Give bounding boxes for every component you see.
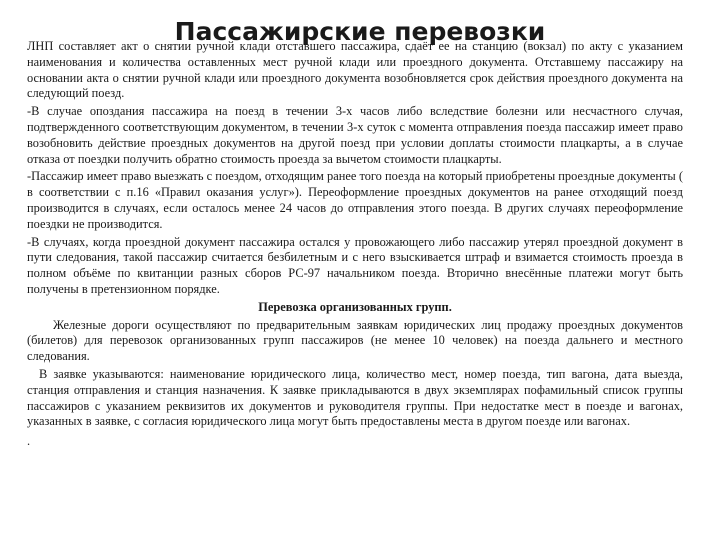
paragraph-lost-luggage: ЛНП составляет акт о снятии ручной клади отставшего пассажира, сдаёт ее на станцию (вокзал) по акту с указанием наименования и количества оставленных мест ручной клади или проездного документа. Отставшему пассажиру на основании акта о снятии ручной клади или проездного документа возобновляется срок действия проездного документа на следующий поезд.: [27, 39, 683, 101]
document-body: [27, 39, 683, 452]
paragraph-lost-ticket: -В случаях, когда проездной документ пассажира остался у провожающего либо пассажир утерял проездной документ в пути следования, такой пассажир считается безбилетным и с него взыскивается штраф и взимается стоимость проезда в полном объёме по квитанции разных сборов РС-97 начальником поезда. Вторично внесённые платежи могут быть получены в претензионном порядке.: [27, 234, 683, 296]
paragraph-earlier-train: -Пассажир имеет право выезжать с поездом, отходящим ранее того поезда на который приобретены проездные документы ( в соответствии с п.16 «Правил оказания услуг»). Переоформление проездных документов на ранее отходящий поезд производится в случаях, если осталось менее 24 часов до отправления этого поезда. В других случаях переоформление поездки не производится.: [27, 169, 683, 231]
paragraph-late-passenger: -В случае опоздания пассажира на поезд в течении 3-х часов либо вследствие болезни или несчастного случая, подтвержденного соответствующим документом, в течении 3-х суток с момента отправления поезда пассажир имеет право возобновить действие проездных документов на другой поезд при условии доплаты стоимости плацкарты, а в случае отказа от поездки получить обратно стоимость проезда за вычетом стоимости плацкарты.: [27, 104, 683, 166]
trailing-mark: .: [27, 434, 31, 449]
paragraph-group-application: В заявке указываются: наименование юридического лица, количество мест, номер поезда, тип вагона, дата выезда, станция отправления и станция назначения. К заявке прикладываются в двух экземплярах пофамильный список группы пассажиров с указанием реквизитов их документов и руководителя группы. При недостатке мест в поезде и вагонах, указанных в заявке, с согласия юридического лица могут быть предоставлены места в другом поезде или вагонах.: [27, 366, 683, 429]
section-heading: Перевозка организованных групп.: [258, 299, 452, 314]
paragraph-group-sales: Железные дороги осуществляют по предварительным заявкам юридических лиц продажу проездных документов (билетов) для перевозок организованных групп пассажиров (не менее 10 человек) на поезда дальнего и местного следования.: [27, 317, 683, 364]
slide-title: Пассажирские перевозки: [174, 17, 546, 46]
